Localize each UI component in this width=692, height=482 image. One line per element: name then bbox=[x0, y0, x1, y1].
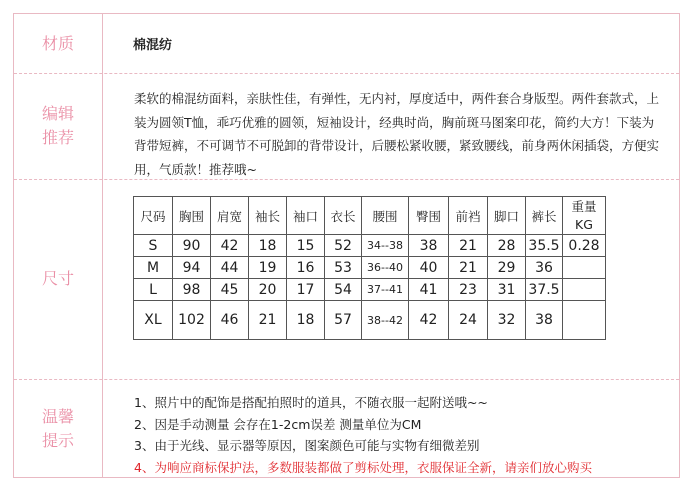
recommend-label bbox=[14, 73, 103, 179]
table-cell: 18 bbox=[249, 235, 287, 257]
header-cell: 胸围 bbox=[173, 197, 211, 235]
table-cell: 41 bbox=[409, 279, 449, 301]
table-cell: 0.28 bbox=[563, 235, 606, 257]
table-cell: 34--38 bbox=[362, 235, 409, 257]
header-cell: 尺码 bbox=[134, 197, 173, 235]
table-cell: 46 bbox=[211, 301, 249, 340]
table-cell: 19 bbox=[249, 257, 287, 279]
table-cell: 29 bbox=[488, 257, 526, 279]
header-cell: 裤长 bbox=[526, 197, 563, 235]
table-cell: 44 bbox=[211, 257, 249, 279]
table-cell: 23 bbox=[449, 279, 488, 301]
header-cell: 重量 KG bbox=[563, 197, 606, 235]
table-cell: 37--41 bbox=[362, 279, 409, 301]
table-cell: 21 bbox=[449, 235, 488, 257]
header-cell: 衣长 bbox=[325, 197, 362, 235]
recommend-label-text: 编辑 推荐 bbox=[41, 104, 74, 147]
material-row bbox=[14, 14, 679, 74]
list-item: 1、照片中的配饰是搭配拍照时的道具，不随衣服一起附送哦~~ bbox=[134, 395, 488, 410]
table-cell: 40 bbox=[409, 257, 449, 279]
table-row bbox=[134, 257, 606, 279]
material-label: 材质 bbox=[14, 14, 103, 73]
product-info-panel bbox=[13, 13, 680, 478]
table-cell: 20 bbox=[249, 279, 287, 301]
table-cell: 45 bbox=[211, 279, 249, 301]
table-cell: 90 bbox=[173, 235, 211, 257]
table-cell: 21 bbox=[449, 257, 488, 279]
table-cell: 57 bbox=[325, 301, 362, 340]
size-cell: S bbox=[134, 235, 173, 257]
notes-row bbox=[14, 379, 679, 478]
header-cell: 前裆 bbox=[449, 197, 488, 235]
table-cell: 32 bbox=[488, 301, 526, 340]
header-cell: 臀围 bbox=[409, 197, 449, 235]
size-cell: L bbox=[134, 279, 173, 301]
table-cell bbox=[563, 257, 606, 279]
table-cell: 54 bbox=[325, 279, 362, 301]
size-table-header-row bbox=[134, 197, 606, 235]
table-cell: 37.5 bbox=[526, 279, 563, 301]
table-cell: 21 bbox=[249, 301, 287, 340]
table-cell: 24 bbox=[449, 301, 488, 340]
notes-list bbox=[134, 392, 592, 478]
recommend-description: 柔软的棉混纺面料，亲肤性佳，有弹性，无内衬，厚度适中，两件套合身版型。两件套款式，上装为圆领T恤，乖巧优雅的圆领，短袖设计，经典时尚，胸前斑马图案印花，简约大方！下装为背带短裤，不可调节不可脱卸的背带设计，后腰松紧收腰，紧致腰线，前身两休闲插袋，方便实用，气质款！推荐哦~ bbox=[134, 91, 660, 177]
table-row bbox=[134, 279, 606, 301]
table-cell: 94 bbox=[173, 257, 211, 279]
table-cell: 38--42 bbox=[362, 301, 409, 340]
list-item: 3、由于光线、显示器等原因，图案颜色可能与实物有细微差别 bbox=[134, 438, 480, 453]
table-cell: 28 bbox=[488, 235, 526, 257]
header-cell: 袖口 bbox=[287, 197, 325, 235]
size-cell: XL bbox=[134, 301, 173, 340]
header-cell: 肩宽 bbox=[211, 197, 249, 235]
table-cell: 17 bbox=[287, 279, 325, 301]
notes-label-text: 温馨 提示 bbox=[41, 406, 74, 450]
size-table bbox=[133, 196, 606, 340]
material-value: 棉混纺 bbox=[133, 38, 173, 53]
header-cell: 脚口 bbox=[488, 197, 526, 235]
table-cell: 42 bbox=[409, 301, 449, 340]
size-row bbox=[14, 179, 679, 380]
table-cell: 36--40 bbox=[362, 257, 409, 279]
header-cell: 腰围 bbox=[362, 197, 409, 235]
list-item-highlight: 4、为响应商标保护法，多数服装都做了剪标处理，衣服保证全新，请亲们放心购买 bbox=[134, 459, 592, 475]
table-cell: 52 bbox=[325, 235, 362, 257]
size-label: 尺寸 bbox=[14, 179, 103, 379]
table-cell: 38 bbox=[526, 301, 563, 340]
table-cell: 31 bbox=[488, 279, 526, 301]
list-item: 2、因是手动测量 会存在1-2cm误差 测量单位为CM bbox=[134, 416, 422, 432]
table-cell bbox=[563, 279, 606, 301]
table-cell: 102 bbox=[173, 301, 211, 340]
table-cell: 35.5 bbox=[526, 235, 563, 257]
size-cell: M bbox=[134, 257, 173, 279]
table-cell: 38 bbox=[409, 235, 449, 257]
table-row bbox=[134, 235, 606, 257]
table-cell: 36 bbox=[526, 257, 563, 279]
notes-label bbox=[14, 379, 103, 478]
table-cell: 42 bbox=[211, 235, 249, 257]
table-cell bbox=[563, 301, 606, 340]
table-cell: 18 bbox=[287, 301, 325, 340]
table-cell: 15 bbox=[287, 235, 325, 257]
table-cell: 53 bbox=[325, 257, 362, 279]
table-row bbox=[134, 301, 606, 340]
recommend-row bbox=[14, 73, 679, 180]
table-cell: 16 bbox=[287, 257, 325, 279]
header-cell: 袖长 bbox=[249, 197, 287, 235]
table-cell: 98 bbox=[173, 279, 211, 301]
